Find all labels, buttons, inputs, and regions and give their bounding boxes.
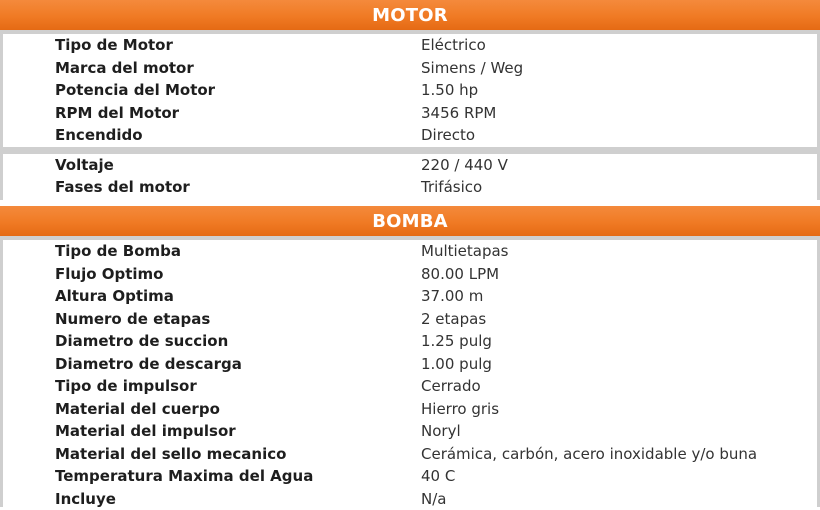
spec-value: 1.25 pulg	[421, 332, 492, 350]
spec-row-material-del-cuerpo	[3, 398, 817, 421]
bomba-spec-table	[0, 236, 820, 507]
spec-row-voltaje	[3, 154, 817, 177]
spec-value: 40 C	[421, 467, 455, 485]
spec-row-numero-de-etapas	[3, 308, 817, 331]
spec-value: Hierro gris	[421, 400, 499, 418]
spec-label: Material del impulsor	[55, 422, 236, 440]
spec-value: Simens / Weg	[421, 59, 523, 77]
spec-row-tipo-de-motor	[3, 34, 817, 57]
bomba-section-header	[0, 206, 820, 236]
spec-label: Diametro de succion	[55, 332, 228, 350]
motor-section-header	[0, 0, 820, 30]
spec-label: Fases del motor	[55, 178, 190, 196]
spec-row-diametro-de-descarga	[3, 353, 817, 376]
spec-row-tipo-de-impulsor	[3, 375, 817, 398]
spec-row-tipo-de-bomba	[3, 240, 817, 263]
spec-row-temperatura-maxima-del-agua	[3, 465, 817, 488]
motor-spec-table	[0, 30, 820, 200]
spec-label: Voltaje	[55, 156, 114, 174]
spec-value: 80.00 LPM	[421, 265, 499, 283]
spec-value: N/a	[421, 490, 446, 508]
spec-label: Altura Optima	[55, 287, 174, 305]
spec-row-marca-del-motor	[3, 57, 817, 80]
spec-value: 37.00 m	[421, 287, 483, 305]
spec-label: Tipo de Bomba	[55, 242, 181, 260]
spec-label: RPM del Motor	[55, 104, 179, 122]
spec-row-encendido	[3, 124, 817, 147]
spec-value: Noryl	[421, 422, 461, 440]
spec-label: Temperatura Maxima del Agua	[55, 467, 313, 485]
spec-row-material-del-impulsor	[3, 420, 817, 443]
spec-label: Material del sello mecanico	[55, 445, 286, 463]
spec-row-rpm-del-motor	[3, 102, 817, 125]
spec-value: Trifásico	[421, 178, 482, 196]
spec-value: Cerámica, carbón, acero inoxidable y/o buna	[421, 445, 757, 463]
spec-value: Eléctrico	[421, 36, 486, 54]
spec-value: 3456 RPM	[421, 104, 496, 122]
spec-row-fases-del-motor	[3, 176, 817, 199]
bomba-title: BOMBA	[372, 211, 448, 232]
spec-value: Cerrado	[421, 377, 481, 395]
spec-label: Numero de etapas	[55, 310, 210, 328]
group-divider	[3, 147, 817, 154]
spec-value: Directo	[421, 126, 475, 144]
spec-label: Flujo Optimo	[55, 265, 163, 283]
spec-value: Multietapas	[421, 242, 509, 260]
spec-value: 1.00 pulg	[421, 355, 492, 373]
spec-value: 1.50 hp	[421, 81, 478, 99]
motor-title: MOTOR	[372, 5, 448, 26]
spec-value: 220 / 440 V	[421, 156, 508, 174]
spec-label: Potencia del Motor	[55, 81, 215, 99]
spec-row-flujo-optimo	[3, 263, 817, 286]
spec-label: Incluye	[55, 490, 116, 508]
spec-row-diametro-de-succion	[3, 330, 817, 353]
spec-value: 2 etapas	[421, 310, 486, 328]
spec-label: Diametro de descarga	[55, 355, 242, 373]
spec-row-altura-optima	[3, 285, 817, 308]
spec-label: Material del cuerpo	[55, 400, 220, 418]
spec-label: Marca del motor	[55, 59, 194, 77]
spec-label: Tipo de Motor	[55, 36, 173, 54]
spec-row-potencia-del-motor	[3, 79, 817, 102]
spec-label: Encendido	[55, 126, 143, 144]
spec-label: Tipo de impulsor	[55, 377, 197, 395]
spec-row-material-del-sello-mecanico	[3, 443, 817, 466]
